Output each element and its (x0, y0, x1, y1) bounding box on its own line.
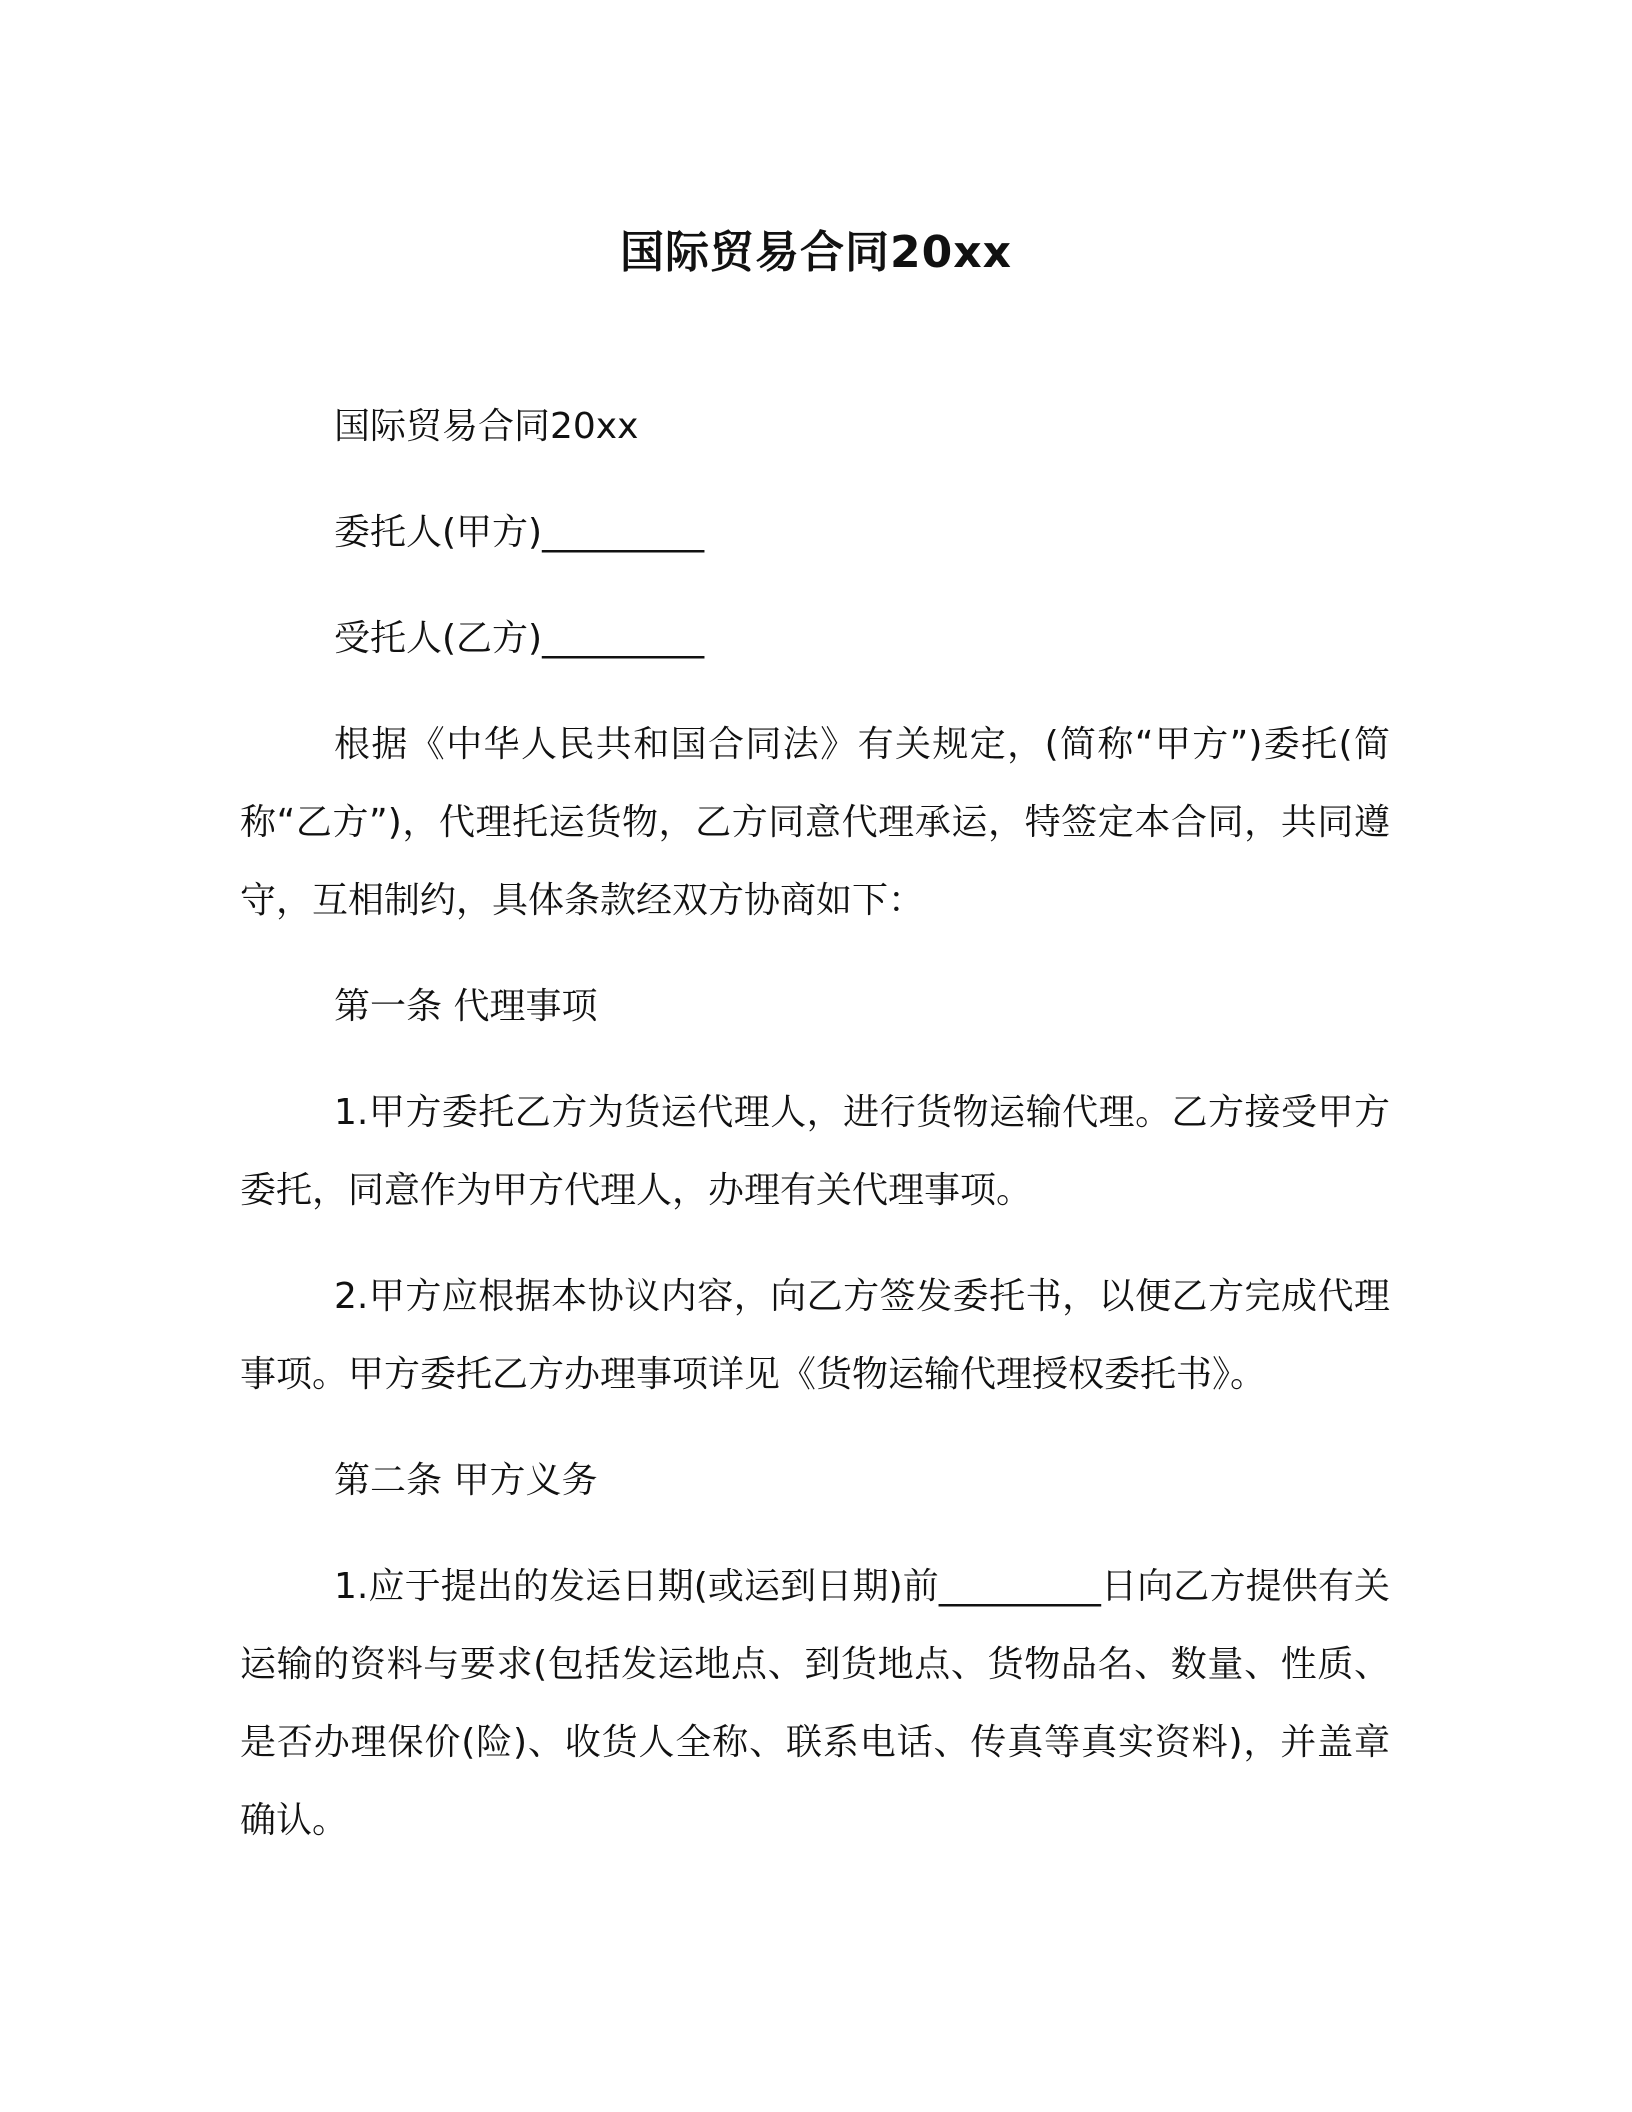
paragraph-article-2-item-1: 1.应于提出的发运日期(或运到日期)前_________日向乙方提供有关运输的资料与要求(包括发运地点、到货地点、货物品名、数量、性质、是否办理保价(险)、收货人全称、联系电话、传真等真实资料)，并盖章确认。 (240, 1566, 1390, 1841)
document-body (240, 388, 1390, 1888)
paragraph-agent-party-b: 受托人(乙方)_________ (334, 618, 705, 659)
paragraph-article-1-item-1: 1.甲方委托乙方为货运代理人，进行货物运输代理。乙方接受甲方委托，同意作为甲方代理人，办理有关代理事项。 (240, 1092, 1390, 1211)
section-heading-article-2: 第二条 甲方义务 (334, 1460, 598, 1501)
section-heading-article-1: 第一条 代理事项 (334, 986, 598, 1027)
paragraph-contract-heading: 国际贸易合同20xx (334, 406, 639, 447)
document-title: 国际贸易合同20xx (620, 227, 1012, 278)
paragraph-article-1-item-2: 2.甲方应根据本协议内容，向乙方签发委托书，以便乙方完成代理事项。甲方委托乙方办理事项详见《货物运输代理授权委托书》。 (240, 1276, 1390, 1395)
paragraph-preamble: 根据《中华人民共和国合同法》有关规定，(简称“甲方”)委托(简称“乙方”)，代理托运货物，乙方同意代理承运，特签定本合同，共同遵守，互相制约，具体条款经双方协商如下： (240, 724, 1390, 921)
paragraph-client-party-a: 委托人(甲方)_________ (334, 512, 705, 553)
